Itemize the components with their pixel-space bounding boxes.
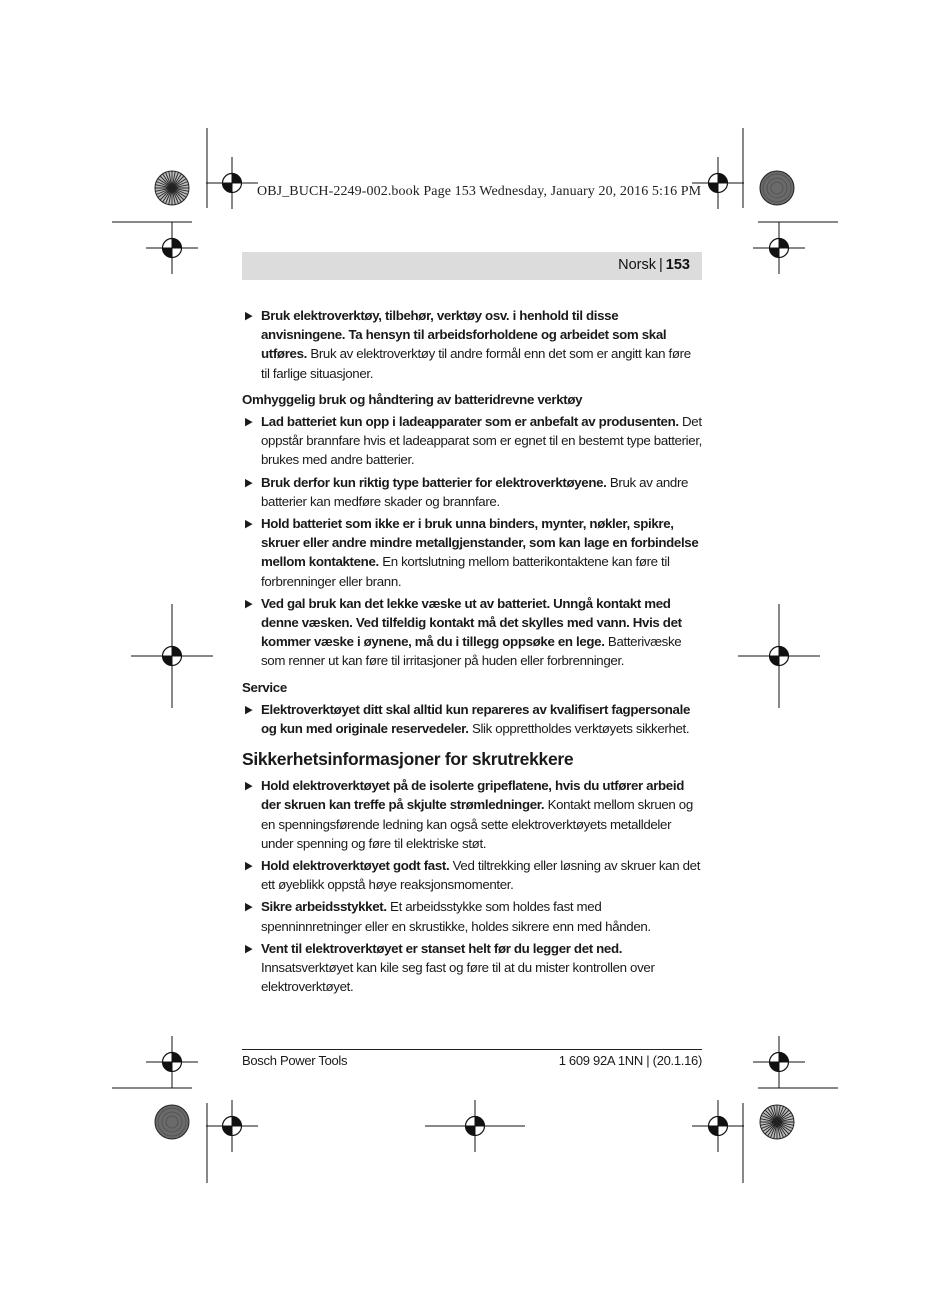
bullet-text: Det oppstår brannfare hvis et ladeapparat som er egnet til en bestemt type batterier, brukes med andre batterier. bbox=[261, 414, 703, 468]
bullet-bold-text: Elektroverktøyet ditt skal alltid kun repareres av kvalifisert fagpersonale og kun med originale reservedeler. bbox=[261, 701, 690, 737]
screwdriver-bullet bbox=[242, 856, 702, 894]
slug-line: OBJ_BUCH-2249-002.book Page 153 Wednesday, January 20, 2016 5:16 PM bbox=[257, 184, 702, 199]
bullet-text: En kortslutning mellom batterikontaktene kan føre til forbrenninger eller brann. bbox=[261, 554, 670, 589]
bullet-text: Bruk av andre batterier kan medføre skader og brannfare. bbox=[261, 474, 689, 509]
bullet-text: Bruk av elektroverktøy til andre formål enn det som er angitt kan føre til farlige situasjoner. bbox=[261, 346, 691, 381]
bullet-bold-text: Sikre arbeidsstykket. bbox=[261, 899, 387, 915]
bullet-text: Kontakt mellom skruen og en spenningsførende ledning kan også sette elektroverktøyets metalldeler under spenning og føre til elektriske støt. bbox=[261, 797, 693, 851]
footer-rule bbox=[242, 1049, 702, 1050]
bullet-bold-text: Vent til elektroverktøyet er stanset helt før du legger det ned. bbox=[261, 940, 623, 956]
bullet-triangle-icon: ▶ bbox=[245, 860, 253, 873]
battery-bullet bbox=[242, 514, 702, 591]
battery-bullet bbox=[242, 412, 702, 470]
bullet-triangle-icon: ▶ bbox=[245, 416, 253, 429]
bullet-text: Et arbeidsstykke som holdes fast med spenninnretninger eller en skrustikke, holdes sikrere enn med hånden. bbox=[261, 899, 651, 934]
battery-heading: Omhyggelig bruk og håndtering av batteridrevne verktøy bbox=[242, 391, 583, 407]
battery-bullet bbox=[242, 473, 702, 511]
intro-bullet bbox=[242, 306, 702, 383]
battery-bullet bbox=[242, 594, 702, 671]
bullet-triangle-icon: ▶ bbox=[245, 518, 253, 531]
bullet-triangle-icon: ▶ bbox=[245, 780, 253, 793]
bullet-triangle-icon: ▶ bbox=[245, 703, 253, 716]
page-header bbox=[242, 252, 702, 280]
bullet-triangle-icon: ▶ bbox=[245, 901, 253, 914]
bullet-triangle-icon: ▶ bbox=[245, 310, 253, 322]
bullet-text: Slik opprettholdes verktøyets sikkerhet. bbox=[468, 721, 690, 737]
service-bullet bbox=[242, 700, 702, 738]
bullet-triangle-icon: ▶ bbox=[245, 942, 253, 955]
header-label bbox=[618, 257, 690, 273]
bullet-text: Batterivæske som renner ut kan føre til irritasjoner på huden eller forbrenninger. bbox=[261, 634, 682, 669]
page-content bbox=[242, 306, 702, 1000]
bullet-triangle-icon: ▶ bbox=[245, 597, 253, 610]
footer-brand: Bosch Power Tools bbox=[242, 1053, 348, 1068]
section-title: Sikkerhetsinformasjoner for skrutrekkere bbox=[242, 749, 574, 770]
bullet-bold-text: Hold elektroverktøyet godt fast. bbox=[261, 858, 450, 874]
bullet-bold-text: Bruk elektroverktøy, tilbehør, verktøy osv. i henhold til disse anvisningene. Ta hensyn til arbeidsforholdene og arbeidet som skal utføres. bbox=[261, 308, 667, 362]
header-separator: | bbox=[659, 257, 663, 273]
bullet-text: Innsatsverktøyet kan kile seg fast og føre til at du mister kontrollen over elektroverktøyet. bbox=[261, 960, 655, 995]
screwdriver-bullet bbox=[242, 939, 702, 997]
header-language: Norsk bbox=[618, 257, 657, 273]
bullet-triangle-icon: ▶ bbox=[245, 476, 253, 489]
page-number: 153 bbox=[665, 257, 690, 273]
bullet-bold-text: Ved gal bruk kan det lekke væske ut av batteriet. Unngå kontakt med denne væsken. Ved tilfeldig kontakt må det skylles med vann. Hvis det kommer væske i øynene, må du i tillegg oppsøke en lege. bbox=[261, 595, 682, 650]
screwdriver-bullet bbox=[242, 897, 702, 935]
footer-doc-id: 1 609 92A 1NN | (20.1.16) bbox=[558, 1053, 702, 1068]
bullet-bold-text: Hold batteriet som ikke er i bruk unna binders, mynter, nøkler, spikre, skruer eller andre mindre metallgjenstander, som kan lage en forbindelse mellom kontaktene. bbox=[261, 516, 699, 570]
bullet-bold-text: Lad batteriet kun opp i ladeapparater som er anbefalt av produsenten. bbox=[261, 414, 679, 430]
bullet-bold-text: Bruk derfor kun riktig type batterier for elektroverktøyene. bbox=[261, 474, 607, 490]
screwdriver-bullet bbox=[242, 776, 702, 853]
bullet-text: Ved tiltrekking eller løsning av skruer kan det ett øyeblikk oppstå høye reaksjonsmomenter. bbox=[261, 858, 701, 893]
service-heading: Service bbox=[242, 679, 287, 695]
bullet-bold-text: Hold elektroverktøyet på de isolerte gripeflatene, hvis du utfører arbeid der skruen kan treffe på skjulte strømledninger. bbox=[261, 778, 684, 813]
